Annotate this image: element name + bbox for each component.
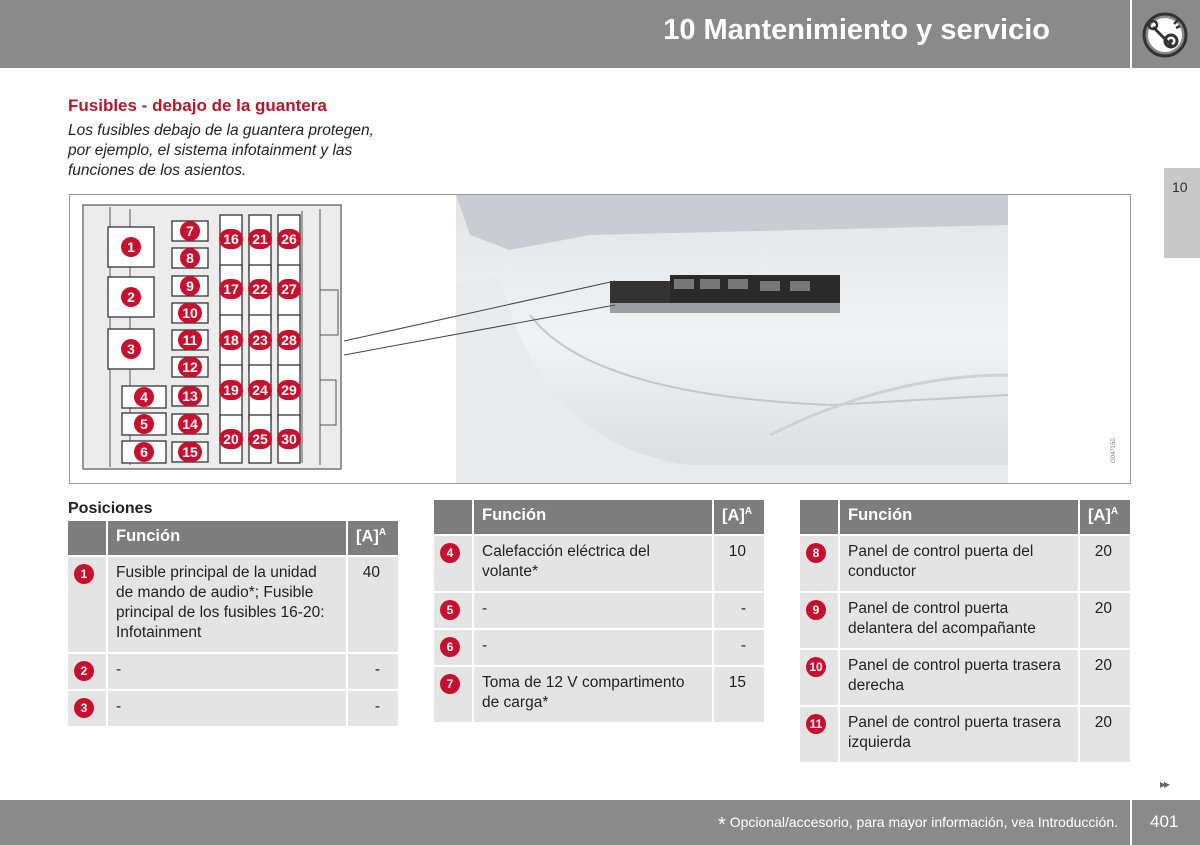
position-cell	[434, 667, 474, 724]
table-header-row	[800, 500, 1132, 536]
svg-text:11: 11	[182, 332, 198, 348]
function-cell: Panel de control puerta del conductor	[840, 536, 1080, 593]
function-cell: -	[108, 691, 348, 728]
position-badge: 8	[806, 543, 826, 563]
ampere-cell: -	[348, 691, 400, 728]
svg-text:29: 29	[281, 382, 297, 398]
page-number-box	[1132, 800, 1200, 845]
table-row	[434, 593, 766, 630]
page-footer	[0, 800, 1130, 845]
table-header-row	[68, 521, 400, 557]
chapter-tab[interactable]	[1164, 168, 1200, 258]
svg-text:12: 12	[182, 359, 198, 375]
svg-text:30: 30	[281, 431, 297, 447]
position-cell	[800, 707, 840, 764]
chapter-icon-box	[1132, 0, 1200, 68]
table-row	[800, 593, 1132, 650]
section-intro: Los fusibles debajo de la guantera protegen, por ejemplo, el sistema infotainment y las funciones de los asientos.	[68, 122, 374, 179]
position-badge: 11	[806, 714, 826, 734]
fuse-label-29	[277, 380, 301, 400]
footnote	[718, 814, 1118, 837]
svg-text:8: 8	[186, 250, 194, 266]
page-number: 401	[1150, 812, 1179, 831]
svg-text:4: 4	[140, 389, 148, 405]
function-column-header: Función	[474, 500, 714, 536]
svg-text:2: 2	[127, 289, 135, 305]
chapter-title: 10 Mantenimiento y servicio	[663, 14, 1050, 46]
fuse-diagram	[70, 195, 1130, 483]
fuse-label-7	[180, 221, 200, 241]
position-cell	[68, 691, 108, 728]
ampere-cell: -	[348, 654, 400, 691]
wrench-gear-icon	[1140, 10, 1190, 60]
function-cell: Fusible principal de la unidad de mando de audio*; Fusible principal de los fusibles 16-20: Infotainment	[108, 557, 348, 654]
table-row	[68, 691, 400, 728]
function-column-header: Función	[840, 500, 1080, 536]
position-cell	[800, 593, 840, 650]
svg-text:21: 21	[252, 231, 268, 247]
table-row	[68, 557, 400, 654]
positions-heading: Posiciones	[68, 500, 153, 517]
position-cell	[68, 557, 108, 654]
number-column-header	[800, 500, 840, 536]
position-badge: 1	[74, 564, 94, 584]
fuse-label-6	[134, 442, 154, 462]
fuse-label-10	[178, 303, 202, 323]
svg-text:17: 17	[223, 281, 239, 297]
svg-text:5: 5	[140, 416, 148, 432]
fuse-label-11	[178, 330, 202, 350]
page-header	[0, 0, 1130, 68]
fuse-label-4	[134, 387, 154, 407]
svg-text:25: 25	[252, 431, 268, 447]
position-badge: 10	[806, 657, 826, 677]
double-arrow-right-icon[interactable]: ▸▸	[1160, 777, 1169, 791]
fuse-label-23	[248, 330, 272, 350]
fuse-label-20	[219, 429, 243, 449]
fuse-label-5	[134, 414, 154, 434]
number-column-header	[68, 521, 108, 557]
function-cell: Panel de control puerta delantera del acompañante	[840, 593, 1080, 650]
function-cell: Toma de 12 V compartimento de carga*	[474, 667, 714, 724]
fuse-label-28	[277, 330, 301, 350]
ampere-cell: 40	[348, 557, 400, 654]
table-row	[68, 654, 400, 691]
svg-text:16: 16	[223, 231, 239, 247]
function-cell: Panel de control puerta trasera derecha	[840, 650, 1080, 707]
fuse-label-27	[277, 279, 301, 299]
position-cell	[800, 650, 840, 707]
fuse-label-2	[121, 287, 141, 307]
asterisk: *	[718, 814, 726, 836]
fuse-box-figure	[69, 194, 1131, 484]
fuse-label-12	[178, 357, 202, 377]
fuse-label-26	[277, 229, 301, 249]
fuse-label-1	[121, 237, 141, 257]
ampere-cell: 20	[1080, 707, 1132, 764]
position-cell	[800, 536, 840, 593]
table-row	[434, 536, 766, 593]
ampere-cell: 20	[1080, 536, 1132, 593]
ampere-cell: 15	[714, 667, 766, 724]
table-header-row	[434, 500, 766, 536]
table-row	[434, 667, 766, 724]
ampere-cell: 10	[714, 536, 766, 593]
position-badge: 7	[440, 674, 460, 694]
fuse-label-22	[248, 279, 272, 299]
svg-text:27: 27	[281, 281, 297, 297]
fuse-label-25	[248, 429, 272, 449]
fuse-label-24	[248, 380, 272, 400]
fuse-label-17	[219, 279, 243, 299]
svg-text:22: 22	[252, 281, 268, 297]
ampere-column-header: $[A]^A$	[714, 500, 766, 536]
position-cell	[434, 536, 474, 593]
fuse-label-3	[121, 339, 141, 359]
fuse-table-2	[434, 500, 766, 724]
figure-code: G047150	[1111, 438, 1117, 463]
function-column-header: Función	[108, 521, 348, 557]
svg-text:9: 9	[186, 278, 194, 294]
function-cell: -	[474, 593, 714, 630]
position-cell	[68, 654, 108, 691]
svg-text:14: 14	[182, 416, 198, 432]
svg-text:7: 7	[186, 223, 194, 239]
ampere-column-header: $[A]^A$	[348, 521, 400, 557]
section-title: Fusibles - debajo de la guantera	[68, 96, 327, 115]
function-cell: Panel de control puerta trasera izquierda	[840, 707, 1080, 764]
ampere-cell: -	[714, 593, 766, 630]
fuse-label-18	[219, 330, 243, 350]
position-badge: 2	[74, 661, 94, 681]
svg-text:10: 10	[182, 305, 198, 321]
fuse-label-16	[219, 229, 243, 249]
ampere-cell: -	[714, 630, 766, 667]
svg-text:18: 18	[223, 332, 239, 348]
position-badge: 6	[440, 637, 460, 657]
svg-text:20: 20	[223, 431, 239, 447]
fuse-label-13	[178, 386, 202, 406]
ampere-column-header: $[A]^A$	[1080, 500, 1132, 536]
position-badge: 3	[74, 698, 94, 718]
fuse-label-19	[219, 380, 243, 400]
table-row	[800, 707, 1132, 764]
svg-text:1: 1	[127, 239, 135, 255]
svg-text:15: 15	[182, 444, 198, 460]
position-badge: 5	[440, 600, 460, 620]
function-cell: -	[474, 630, 714, 667]
ampere-cell: 20	[1080, 593, 1132, 650]
svg-text:3: 3	[127, 341, 135, 357]
function-cell: -	[108, 654, 348, 691]
fuse-label-21	[248, 229, 272, 249]
fuse-label-30	[277, 429, 301, 449]
footnote-text: Opcional/accesorio, para mayor información, vea Introducción.	[729, 814, 1118, 830]
svg-text:19: 19	[223, 382, 239, 398]
ampere-cell: 20	[1080, 650, 1132, 707]
position-badge: 4	[440, 543, 460, 563]
fuse-label-14	[178, 414, 202, 434]
position-cell	[434, 630, 474, 667]
svg-text:23: 23	[252, 332, 268, 348]
svg-text:24: 24	[252, 382, 268, 398]
fuse-table-1	[68, 521, 400, 728]
svg-text:6: 6	[140, 444, 148, 460]
position-badge: 9	[806, 600, 826, 620]
table-row	[800, 650, 1132, 707]
svg-text:28: 28	[281, 332, 297, 348]
fuse-label-8	[180, 248, 200, 268]
table-row	[800, 536, 1132, 593]
svg-text:13: 13	[182, 388, 198, 404]
fuse-label-15	[178, 442, 202, 462]
function-cell: Calefacción eléctrica del volante*	[474, 536, 714, 593]
fuse-label-9	[180, 276, 200, 296]
number-column-header	[434, 500, 474, 536]
fuse-table-3	[800, 500, 1132, 764]
chapter-tab-label: 10	[1172, 179, 1188, 195]
position-cell	[434, 593, 474, 630]
table-row	[434, 630, 766, 667]
svg-text:26: 26	[281, 231, 297, 247]
